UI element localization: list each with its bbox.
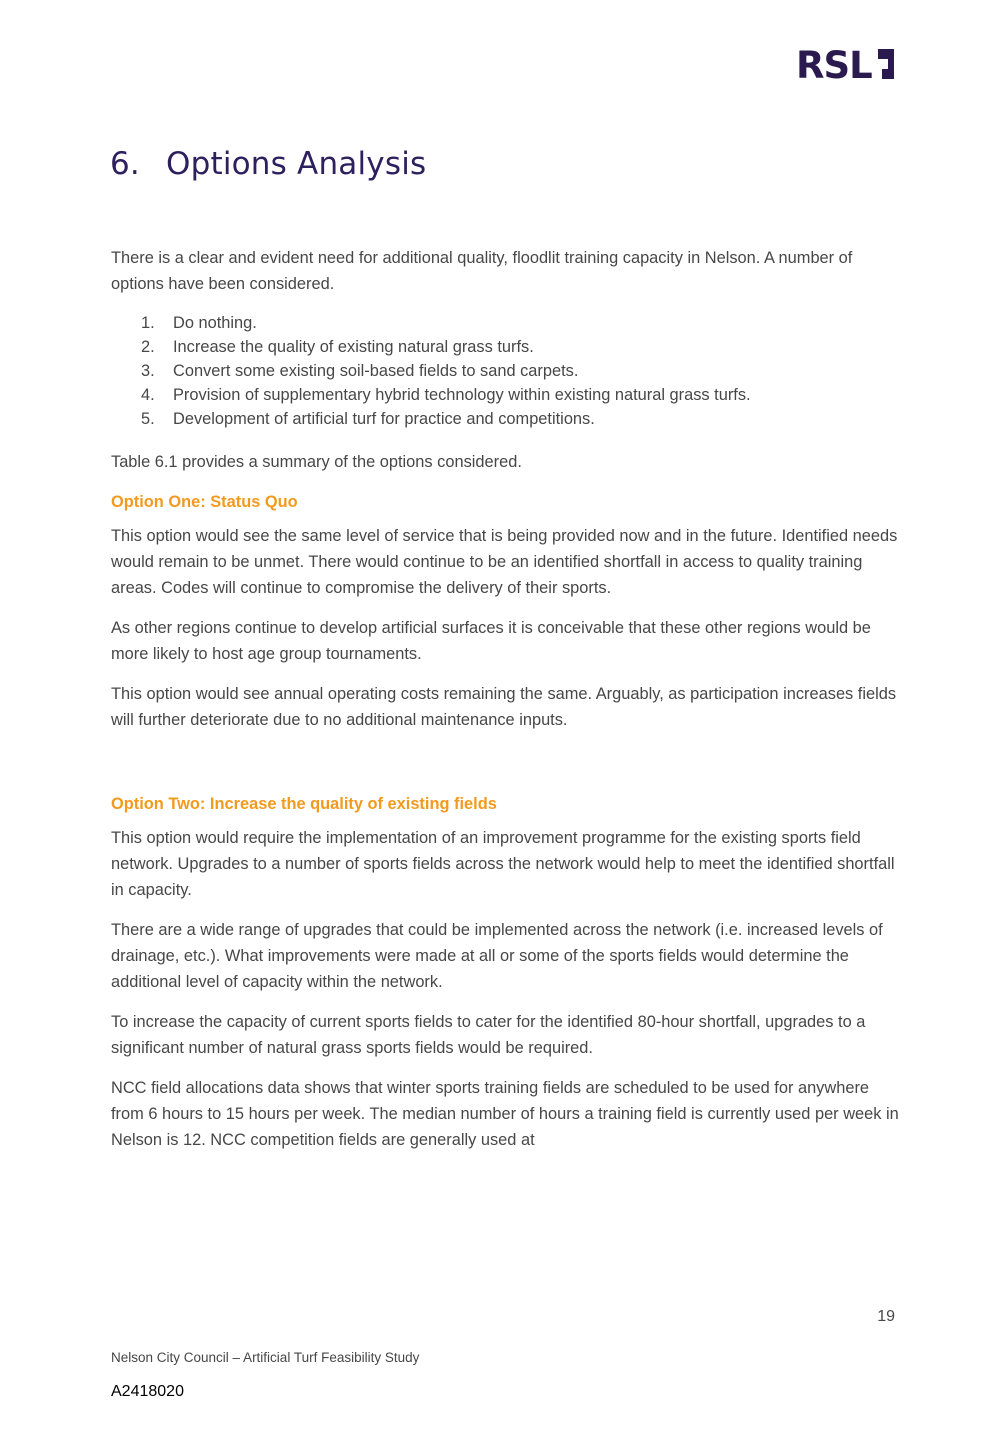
rsl-logo-graphic — [796, 45, 896, 85]
option-two-paragraph-4: NCC field allocations data shows that winter sports training fields are scheduled to be used for anywhere from 6 hours to 15 hours per week. The median number of hours a training field is currently used per week in Nelson is 12. NCC competition fields are generally used at — [111, 1079, 899, 1149]
rsl-logo-text: RSL — [796, 45, 872, 85]
list-number: 3. — [141, 362, 155, 380]
section-spacer — [111, 747, 901, 791]
option-one-paragraph-3: This option would see annual operating costs remaining the same. Arguably, as participation increases fields will further deteriorate due to no additional maintenance inputs. — [111, 685, 897, 729]
option-one-paragraph-1: This option would see the same level of service that is being provided now and in the future. Identified needs would remain to be unmet. There would continue to be an identified shortfall in access to quality training areas. Codes will continue to compromise the delivery of their sports. — [111, 527, 898, 597]
option-two-heading: Option Two: Increase the quality of existing fields — [111, 795, 497, 813]
list-text: Increase the quality of existing natural grass turfs. — [173, 338, 534, 356]
body-content — [111, 245, 901, 1167]
option-one-paragraph-2: As other regions continue to develop artificial surfaces it is conceivable that these other regions would be more likely to host age group tournaments. — [111, 619, 871, 663]
list-item — [111, 383, 901, 407]
rsl-logo-mark — [878, 49, 894, 79]
option-two-paragraph-2: There are a wide range of upgrades that could be implemented across the network (i.e. increased levels of drainage, etc.). What improvements were made at all or some of the sports fields would determine the additional level of capacity within the network. — [111, 921, 883, 991]
intro-paragraph: There is a clear and evident need for additional quality, floodlit training capacity in Nelson. A number of options have been considered. — [111, 249, 853, 293]
list-item — [111, 335, 901, 359]
page-number: 19 — [877, 1308, 895, 1325]
list-item — [111, 311, 901, 335]
list-text: Do nothing. — [173, 314, 257, 332]
options-list — [111, 311, 901, 431]
list-text: Convert some existing soil-based fields to sand carpets. — [173, 362, 579, 380]
option-two-paragraph-1: This option would require the implementation of an improvement programme for the existing sports field network. Upgrades to a number of sports fields across the network would help to meet the identified shortfall in capacity. — [111, 829, 895, 899]
document-id: A2418020 — [111, 1383, 184, 1400]
option-two-paragraph-3: To increase the capacity of current sports fields to cater for the identified 80-hour shortfall, upgrades to a significant number of natural grass sports fields would be required. — [111, 1013, 866, 1057]
list-number: 1. — [141, 314, 155, 332]
list-number: 2. — [141, 338, 155, 356]
list-number: 5. — [141, 410, 155, 428]
rsl-logo — [796, 45, 896, 85]
list-text: Provision of supplementary hybrid technology within existing natural grass turfs. — [173, 386, 751, 404]
table-reference: Table 6.1 provides a summary of the options considered. — [111, 453, 522, 471]
list-item — [111, 359, 901, 383]
page-title — [110, 146, 426, 182]
section-title: Options Analysis — [165, 146, 427, 182]
list-number: 4. — [141, 386, 155, 404]
option-one-heading: Option One: Status Quo — [111, 493, 298, 511]
footer-text: Nelson City Council – Artificial Turf Feasibility Study — [111, 1350, 420, 1365]
section-number: 6. — [110, 146, 140, 182]
list-item — [111, 407, 901, 431]
list-text: Development of artificial turf for practice and competitions. — [173, 410, 595, 428]
